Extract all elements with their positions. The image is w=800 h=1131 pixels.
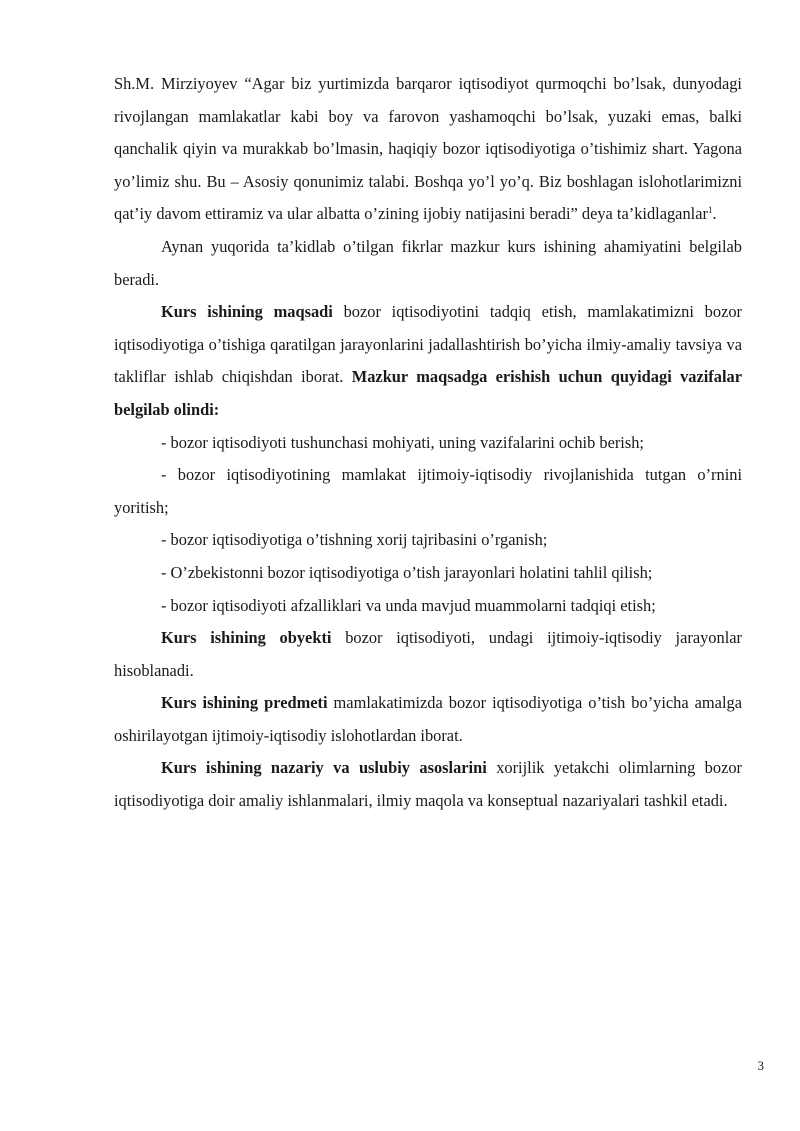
paragraph-subject	[114, 687, 742, 752]
paragraph-text: xorijlik yetakchi olimlarning bozor iqtisodiyotiga doir amaliy ishlanmalari, ilmiy maqola va konseptual nazariyalari tashkil etadi.	[114, 758, 742, 811]
paragraph-significance	[114, 231, 742, 296]
paragraph-quote: Sh.M. Mirziyoyev “Agar biz yurtimizda barqaror iqtisodiyot qurmoqchi bo’lsak, dunyodagi rivojlangan mamlakatlar kabi boy va farovon yashamoqchi bo’lsak, yuzaki emas, balki qanchalik qiyin va murakkab bo’lmasin, haqiqiy bozor iqtisodiyotiga o’tishimiz shart. Yagona yo’limiz shu. Bu – Asosiy qonunimiz talabi. Boshqa yo’l yo’q. Biz boshlagan islohotlarimizni qat’iy davom ettiramiz va ular albatta o’zining ijobiy natijasini beradi” deya ta’kidlaganlar$^1$.	[114, 74, 742, 224]
paragraph-object	[114, 622, 742, 687]
paragraph-heading: Kurs ishining obyekti	[161, 628, 332, 648]
paragraph-text: Sh.M. Mirziyoyev “Agar biz yurtimizda barqaror iqtisodiyot qurmoqchi bo’lsak, dunyodagi rivojlangan mamlakatlar kabi boy va farovon yashamoqchi bo’lsak, yuzaki emas, balki qanchalik qiyin va murakkab bo’lmasin, haqiqiy bozor iqtisodiyotiga o’tishimiz shart. Yagona yo’limiz shu. Bu – Asosiy qonunimiz talabi. Boshqa yo’l yo’q. Biz boshlagan islohotlarimizni qat’iy davom ettiramiz va ular albatta o’zining ijobiy natijasini beradi” deya ta’kidlaganlar	[114, 74, 742, 224]
paragraph-heading: Kurs ishining predmeti	[161, 693, 328, 713]
paragraph-heading: Kurs ishining maqsadi	[161, 302, 333, 322]
paragraph-text: mamlakatimizda bozor iqtisodiyotiga o’tish bo’yicha amalga oshirilayotgan ijtimoiy-iqtisodiy islohotlardan iborat.	[114, 693, 742, 745]
paragraph-text: Aynan yuqorida ta’kidlab o’tilgan fikrlar mazkur kurs ishining ahamiyatini belgilab beradi.	[114, 236, 742, 289]
task-item	[114, 590, 742, 623]
paragraph-goal	[114, 296, 742, 426]
task-text: - O’zbekistonni bozor iqtisodiyotiga o’tish jarayonlari holatini tahlil qilish;	[161, 562, 653, 582]
page-number: 3	[757, 1058, 764, 1073]
task-item	[114, 557, 742, 590]
task-item	[114, 427, 742, 460]
footnote-reference: 1	[707, 205, 713, 216]
paragraph-text: bozor iqtisodiyoti, undagi ijtimoiy-iqtisodiy jarayonlar hisoblanadi.	[114, 628, 742, 680]
task-text: - bozor iqtisodiyoti afzalliklari va unda mavjud muammolarni tadqiqi etish;	[161, 595, 656, 615]
task-text: - bozor iqtisodiyoti tushunchasi mohiyati, uning vazifalarini ochib berish;	[161, 432, 644, 452]
paragraph-heading-tasks: Mazkur maqsadga erishish uchun quyidagi vazifalar belgilab olindi:	[114, 367, 742, 419]
paragraph-text: bozor iqtisodiyotini tadqiq etish, mamlakatimizni bozor iqtisodiyotiga o’tishiga qaratilgan jarayonlarini jadallashtirish bo’yicha ilmiy-amaliy tavsiya va takliflar ishlab chiqishdan iborat.	[114, 302, 742, 387]
paragraph-heading: Kurs ishining nazariy va uslubiy asoslarini	[161, 758, 487, 778]
task-text: - bozor iqtisodiyotiga o’tishning xorij tajribasini o’rganish;	[161, 530, 548, 550]
paragraph-foundations	[114, 752, 742, 817]
task-item	[114, 524, 742, 557]
task-item	[114, 459, 742, 524]
task-text: - bozor iqtisodiyotining mamlakat ijtimoiy-iqtisodiy rivojlanishida tutgan o’rnini yoritish;	[114, 465, 742, 517]
document-body	[114, 68, 742, 818]
